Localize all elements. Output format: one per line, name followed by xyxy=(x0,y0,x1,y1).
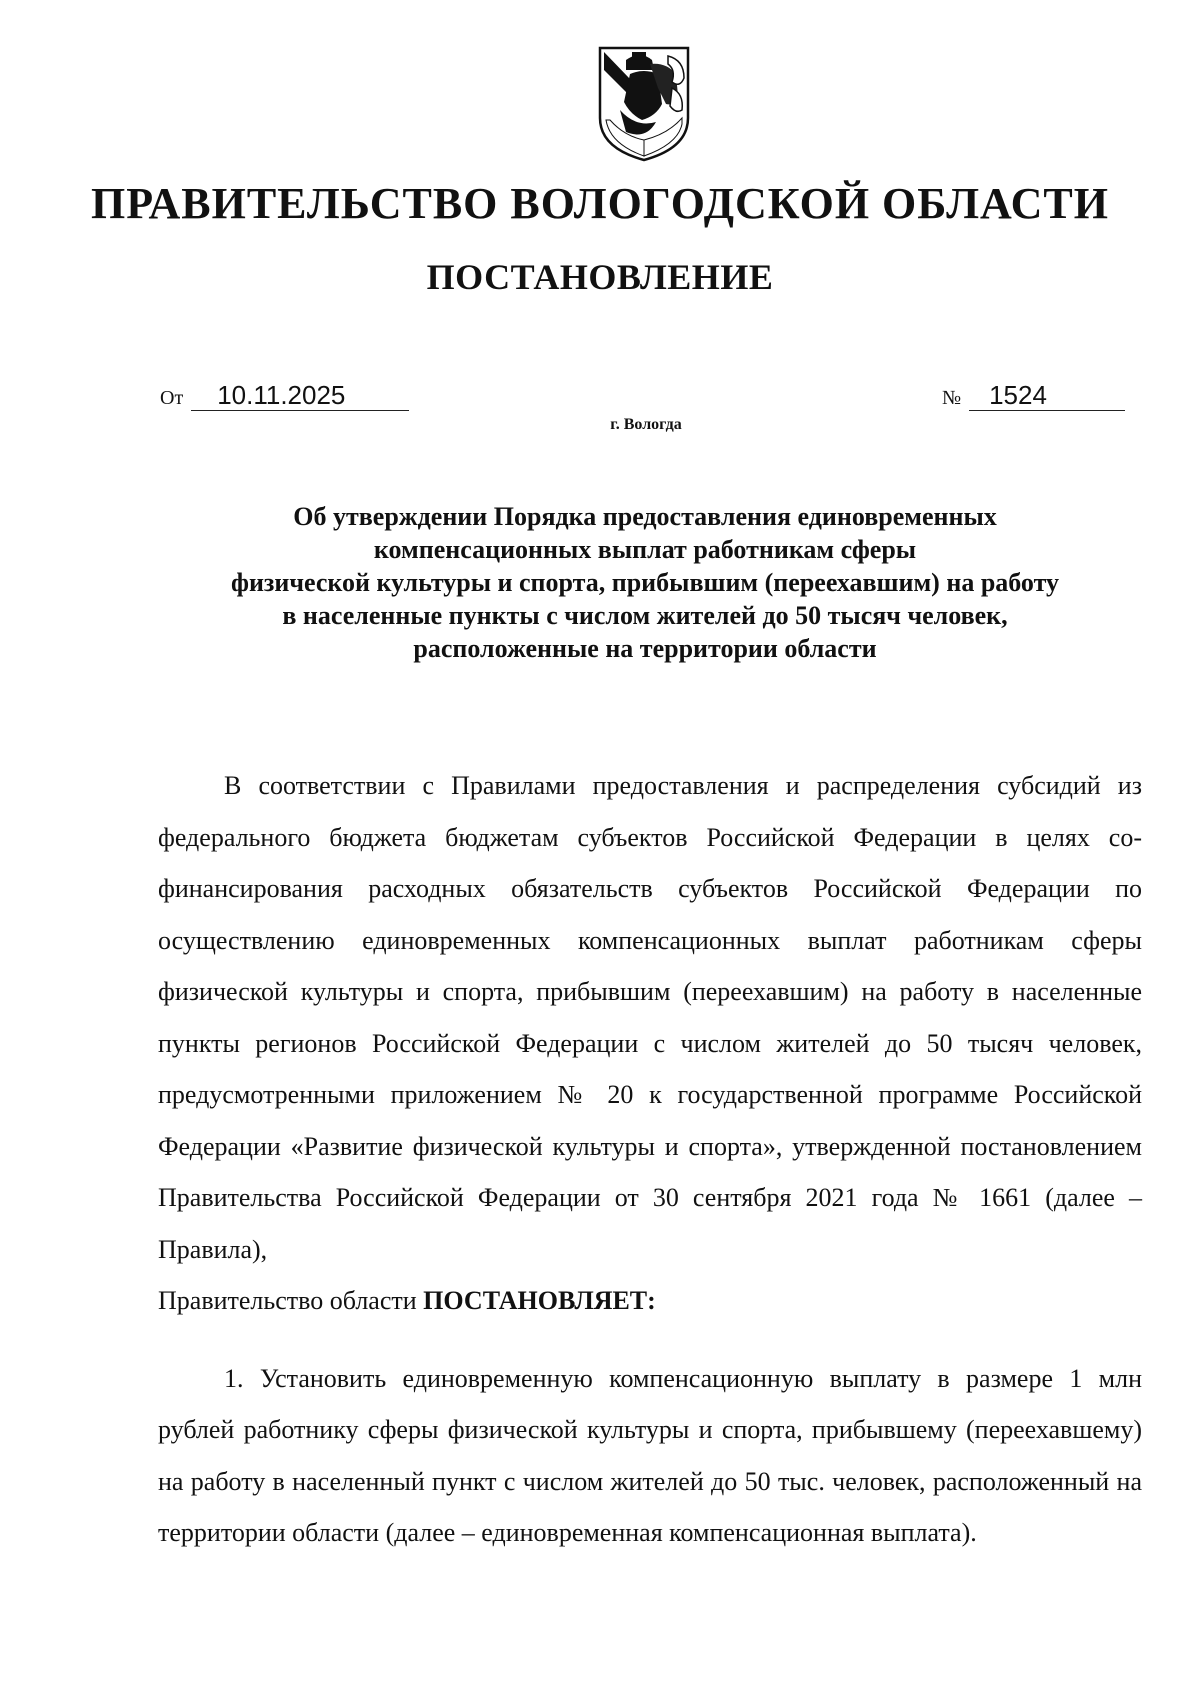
subject-line: расположенные на территории области xyxy=(413,634,877,663)
subject-line: компенсационных выплат работникам сферы xyxy=(373,535,917,564)
resolve-prefix: Правительство области xyxy=(158,1286,417,1315)
date-prefix: От xyxy=(160,387,184,409)
preamble-paragraph: В соответствии с Правилами предоставления и распределения субсидий из федерального бюджета бюджетам субъектов Российской Федерации в целях софинансирования расходных обязательств субъектов Российской Федерации по осуществлению единовременных компенсационных выплат работникам сферы физической культуры и спорта, прибывшим (переехавшим) на работу в населенные пункты регионов Российской Федерации с числом жителей до 50 тысяч человек, предусмотренными приложением № 20 к государственной программе Российской Федерации «Развитие физической культуры и спорта», утвержденной постановлением Правительства Российской Федерации от 30 сентября 2021 года № 1661 (далее – Правила), xyxy=(158,771,1142,1264)
date-value: 10.11.2025 xyxy=(191,380,409,411)
document-body xyxy=(158,760,1142,1559)
subject-line: физической культуры и спорта, прибывшим (переехавшим) на работу xyxy=(230,568,1060,597)
item-paragraph: 1. Установить единовременную компенсационную выплату в размере 1 млн рублей работнику сферы физической культуры и спорта, прибывшему (переехавшему) на работу в населенный пункт с числом жителей до 50 тыс. человек, расположенный на территории области (далее – единовременная компенсационная выплата). xyxy=(158,1363,1142,1547)
date-field xyxy=(160,380,409,411)
subject-line: в населенные пункты с числом жителей до 50 тысяч человек, xyxy=(282,601,1008,630)
document-type: ПОСТАНОВЛЕНИЕ xyxy=(426,257,774,297)
number-field xyxy=(942,380,1125,411)
org-title: ПРАВИТЕЛЬСТВО ВОЛОГОДСКОЙ ОБЛАСТИ xyxy=(91,179,1109,228)
resolve-word: ПОСТАНОВЛЯЕТ: xyxy=(423,1286,656,1315)
coat-of-arms-icon xyxy=(596,44,692,162)
number-prefix: № xyxy=(942,387,962,409)
city-label: г. Вологда xyxy=(610,416,682,433)
subject-line: Об утверждении Порядка предоставления единовременных xyxy=(293,502,997,531)
number-value: 1524 xyxy=(969,380,1125,411)
document-subject xyxy=(120,500,1170,665)
resolve-line xyxy=(158,1275,1142,1327)
